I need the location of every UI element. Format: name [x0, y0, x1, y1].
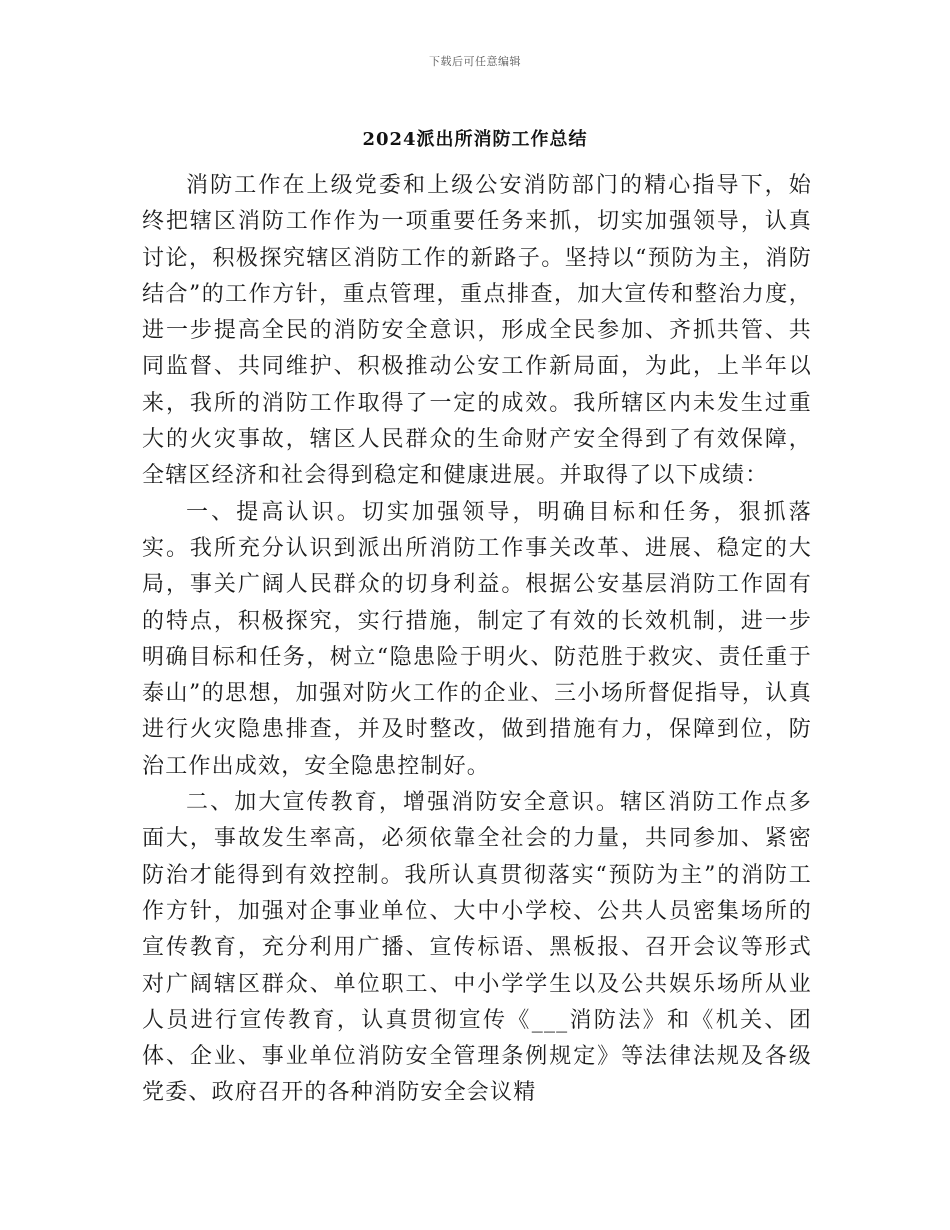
document-title: 2024派出所消防工作总结: [362, 129, 588, 150]
page-header-note: 下载后可任意编辑: [429, 55, 521, 68]
body-paragraph-section-1: 一、提高认识。切实加强领导，明确目标和任务，狠抓落实。我所充分认识到派出所消防工作事关改革、进展、稳定的大局，事关广阔人民群众的切身利益。根据公安基层消防工作固有的特点，积极探究，实行措施，制定了有效的长效机制，进一步明确目标和任务，树立“隐患险于明火、防范胜于救灾、责任重于泰山”的思想，加强对防火工作的企业、三小场所督促指导，认真进行火灾隐患排查，并及时整改，做到措施有力，保障到位，防治工作出成效，安全隐患控制好。: [142, 499, 812, 779]
body-paragraph-section-2: 二、加大宣传教育，增强消防安全意识。辖区消防工作点多面大，事故发生率高，必须依靠全社会的力量，共同参加、紧密防治才能得到有效控制。我所认真贯彻落实“预防为主”的消防工作方针，加强对企事业单位、大中小学校、公共人员密集场所的宣传教育，充分利用广播、宣传标语、黑板报、召开会议等形式对广阔辖区群众、单位职工、中小学学生以及公共娱乐场所从业人员进行宣传教育，认真贯彻宣传《___消防法》和《机关、团体、企业、事业单位消防安全管理条例规定》等法律法规及各级党委、政府召开的各种消防安全会议精: [142, 790, 812, 1106]
document-body: [142, 168, 812, 1112]
body-paragraph-intro: 消防工作在上级党委和上级公安消防部门的精心指导下，始终把辖区消防工作作为一项重要任务来抓，切实加强领导，认真讨论，积极探究辖区消防工作的新路子。坚持以“预防为主，消防结合”的工作方针，重点管理，重点排查，加大宣传和整治力度，进一步提高全民的消防安全意识，形成全民参加、齐抓共管、共同监督、共同维护、积极推动公安工作新局面，为此，上半年以来，我所的消防工作取得了一定的成效。我所辖区内未发生过重大的火灾事故，辖区人民群众的生命财产安全得到了有效保障，全辖区经济和社会得到稳定和健康进展。并取得了以下成绩：: [142, 173, 812, 489]
